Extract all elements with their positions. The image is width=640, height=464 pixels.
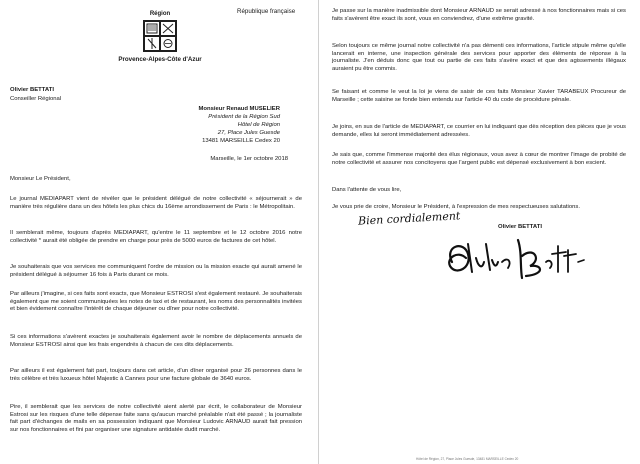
republic-label: République française: [237, 8, 296, 15]
recipient-title: Président de la Région Sud: [208, 114, 280, 120]
body-paragraph: Par ailleurs il est également fait part, toujours dans cet article, d'un dîner organisé pour 26 personnes dans le très célèbre et très luxueux hôtel Majestic à Cannes pour une facture globale de 3640 euros.: [10, 368, 302, 382]
letter-page-2: [320, 0, 640, 464]
body-paragraph: Je joins, en sus de l'article de MEDIAPART, ce courrier en lui indiquant que dès réception des pièces que je vous demande, elles lui seront immédiatement adressées.: [332, 124, 626, 138]
signature-text: Olivier Bettati: [438, 286, 444, 287]
body-paragraph: Pire, il semblerait que les services de notre collectivité aient alerté par écrit, le collaborateur de Monsieur Estrosi sur les risques d'une telle dépense faite sans qu'aucun marché préalable n'ait été passé ; la journaliste fait part d'échanges de mails en sa possession indiquant que Monsieur Ludovic ARNAUD aurait fait pression sur nos fonctionnaires et fini par organiser une signature antidatée dudit marché.: [10, 404, 302, 434]
body-paragraph: Si ces informations s'avèrent exactes je souhaiterais également avoir le nombre de déplacements annuels de Monsieur ESTROSI ainsi que les frais engendrés à chacun de ces dits déplacements.: [10, 334, 302, 348]
closing-formula: Je vous prie de croire, Monsieur le Président, à l'expression de mes respectueuses salutations.: [332, 204, 581, 210]
recipient-address-3: 13481 MARSEILLE Cedex 20: [202, 138, 280, 144]
body-paragraph: Je sais que, comme l'immense majorité des élus régionaux, vous avez à cœur de montrer l'image de probité de notre collectivité et assurer nos concitoyens que l'argent public est dépensé exclusivement à bon escient.: [332, 152, 626, 166]
body-paragraph: Il semblerait même, toujours d'après MEDIAPART, qu'entre le 11 septembre et le 12 octobre 2016 notre collectivité * aurait été obligée de prendre en charge pour près de 5000 euros de factures de cet hôtel.: [10, 230, 302, 244]
body-paragraph: Par ailleurs j'imagine, si ces faits sont exacts, que Monsieur ESTROSI s'est également restauré. Je souhaiterais également que me soient communiquées les notes de taxi et de restaurant, les noms des personnalités invitées et bien évidement connaître l'intérêt de chaque déjeuner ou dîner pour notre collectivité.: [10, 291, 302, 313]
region-emblem-icon: [143, 20, 177, 52]
salutation: Monsieur Le Président,: [10, 176, 71, 182]
region-title: Région: [149, 11, 171, 17]
closing-name: Olivier BETTATI: [498, 224, 542, 230]
body-paragraph: Je souhaiterais que vos services me communiquent l'ordre de mission ou la mission exacte qui aurait amené le président délégué à séjourner 16 fois à Paris durant ce mois.: [10, 264, 302, 278]
recipient-name: Monsieur Renaud MUSELIER: [198, 106, 280, 112]
letter-date: Marseille, le 1er octobre 2018: [210, 156, 288, 162]
letter-page-1: [0, 0, 319, 464]
signature-image: [438, 232, 588, 288]
body-paragraph: Le journal MEDIAPART vient de révéler que le président délégué de notre collectivité « séjournerait » de manière très régulière dans un des hôtels les plus chics du 16ème arrondissement de Paris : le Métropolitain.: [10, 196, 302, 210]
sender-role: Conseiller Régional: [10, 96, 62, 102]
body-paragraph: Selon toujours ce même journal notre collectivité n'a pas démenti ces informations, l'article stipule même qu'elle lancerait en interne, une inspection générale des services pour apporter des éléments de réponse à la journaliste. J'en déduis donc que tout ou partie de ces faits s'avère exact et que des agissements illégaux auraient pu être commis.: [332, 43, 626, 73]
region-name: Provence-Alpes-Côte d'Azur: [118, 56, 202, 63]
recipient-address-2: 27, Place Jules Guesde: [217, 130, 280, 136]
sender-name: Olivier BETTATI: [10, 87, 54, 93]
recipient-address-1: Hôtel de Région: [237, 122, 280, 128]
body-paragraph: Se faisant et comme le veut la loi je viens de saisir de ces faits Monsieur Xavier TARABEUX Procureur de Marseille ; cette saisine se fonde bien entendu sur l'article 40 du code de procédure pénale.: [332, 89, 626, 103]
handwritten-note: Bien cordialement: [357, 209, 461, 228]
page-footer: Hôtel de Région, 27, Place Jules Guesde, 13481 MARSEILLE Cedex 20: [416, 457, 519, 462]
closing-line: Dans l'attente de vous lire,: [332, 187, 402, 193]
body-paragraph: Je passe sur la manière inadmissible dont Monsieur ARNAUD se serait adressé à nos fonctionnaires mais si ces faits s'avèrent être exact ils sont, vous en conviendrez, d'une extrême gravité.: [332, 8, 626, 22]
